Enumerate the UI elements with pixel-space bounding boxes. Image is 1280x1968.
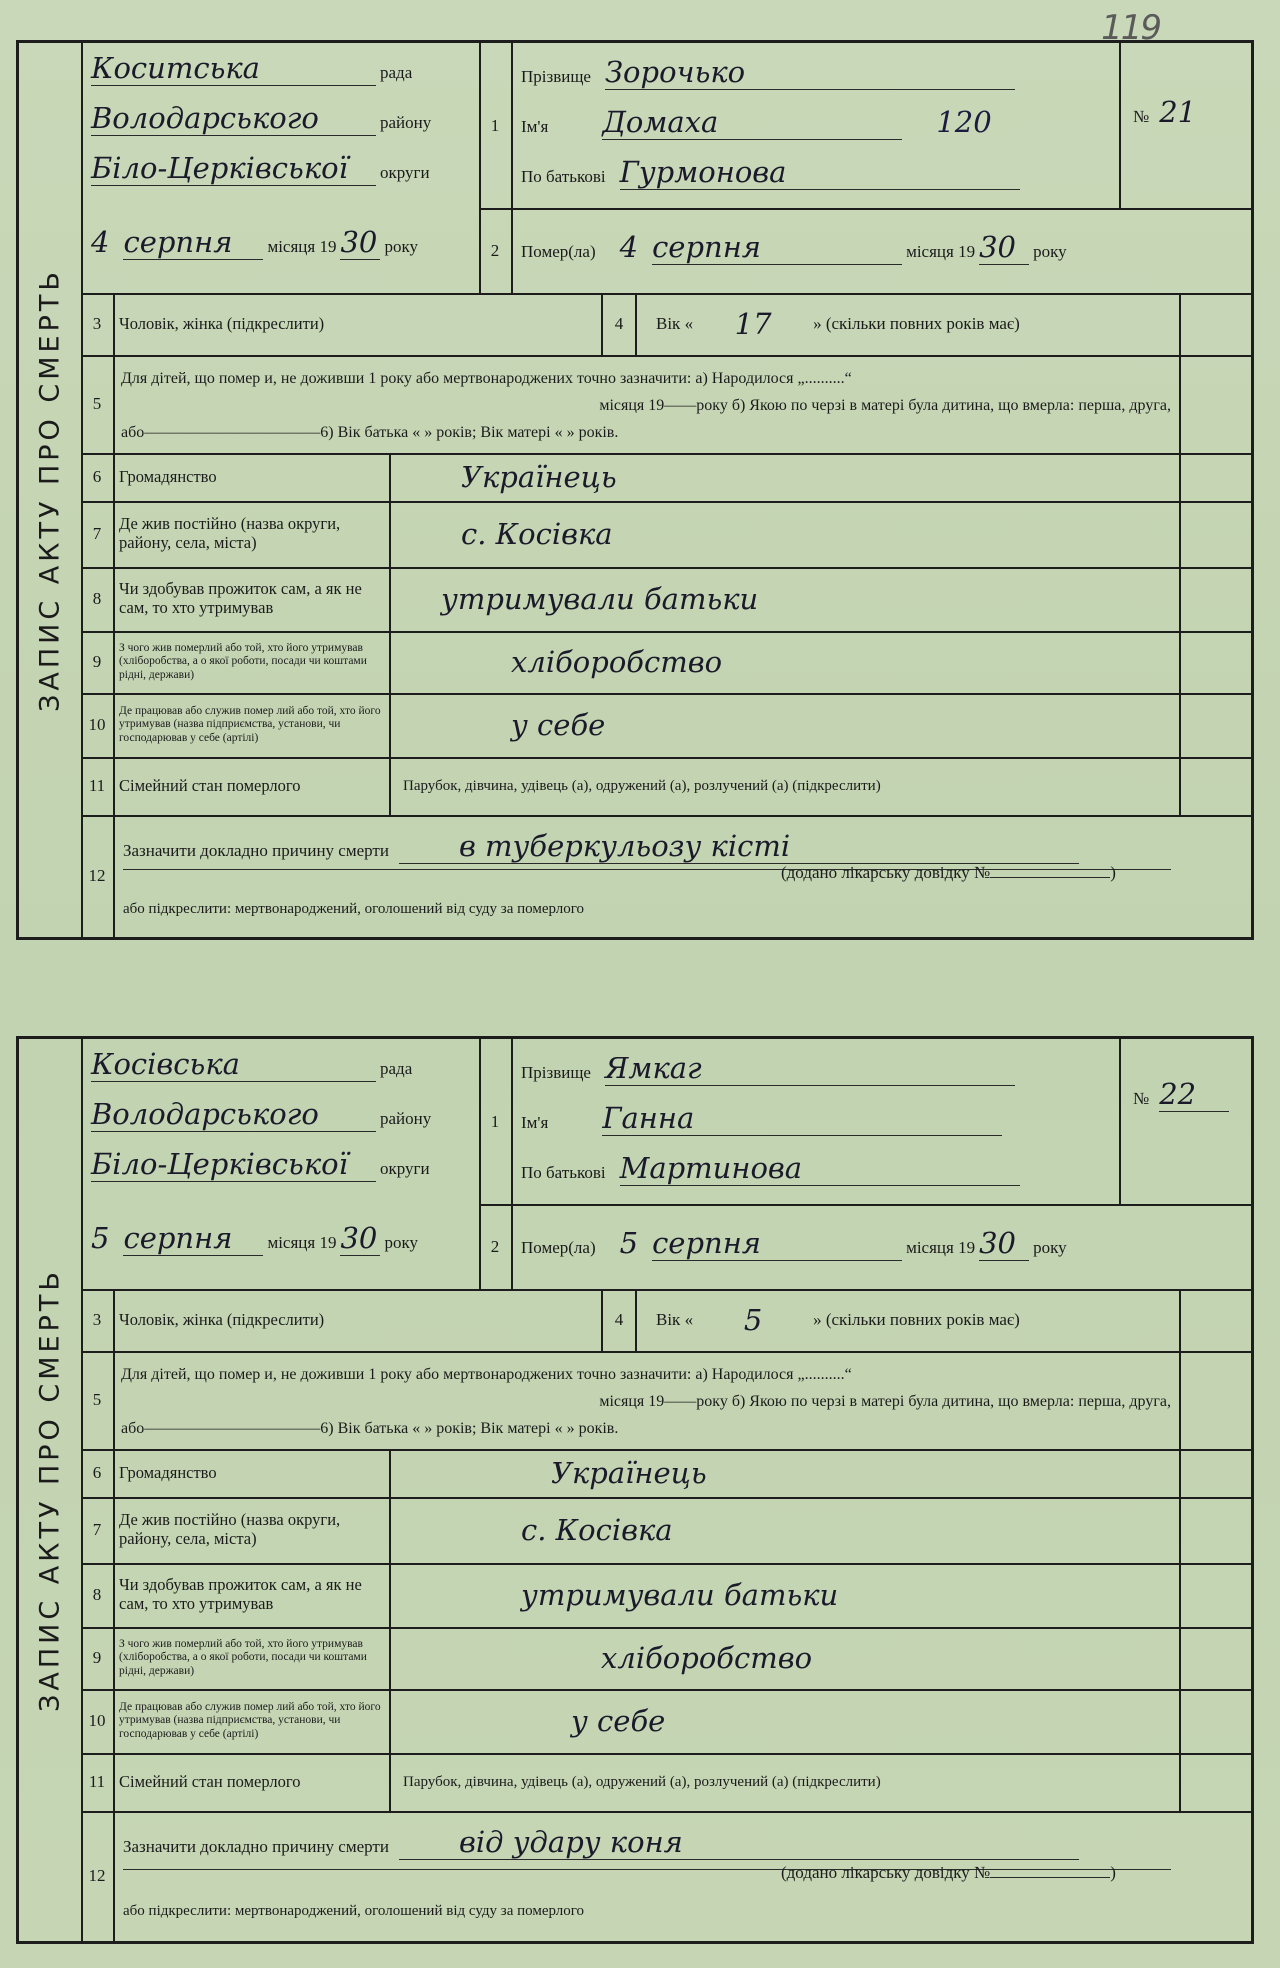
death-year-label: року bbox=[1033, 1238, 1067, 1257]
raion-value: Володарського bbox=[91, 101, 376, 136]
marital-label: Сімейний стан померлого bbox=[119, 775, 301, 795]
row-support: 8 Чи здобував прожиток сам, а як не сам, то хто утримував утримували батьки bbox=[81, 567, 1251, 633]
death-year: 30 bbox=[979, 230, 1029, 265]
death-month-label: місяця 19 bbox=[906, 242, 976, 261]
reg-month-label: місяця 19 bbox=[267, 1233, 337, 1252]
workplace-label: Де працював або служив помер лий або той, хто його утримував (назва підприємства, установи, чи господарював у себе (артілі) bbox=[119, 1701, 381, 1740]
rada-label: рада bbox=[380, 1059, 413, 1078]
surname-label: Прізвище bbox=[521, 1063, 591, 1082]
age-label: Вік « bbox=[656, 314, 694, 333]
row-occupation: 9 З чого жив померлий або той, хто його утримував (хліборобства, а о якої роботи, посади чи коштами рідні, держави) хліборобство bbox=[81, 631, 1251, 695]
children-line-2: місяця 19——року б) Якою по черзі в матері була дитина, що вмерла: перша, друга, bbox=[599, 397, 1171, 414]
nationality-value: Українець bbox=[551, 1456, 707, 1490]
row-nationality: 6 Громадянство Українець bbox=[81, 453, 1251, 503]
page-number: 119 bbox=[1101, 8, 1160, 48]
okruha-value: Біло-Церківської bbox=[91, 151, 376, 186]
death-date-block bbox=[511, 208, 1251, 293]
workplace-value: у себе bbox=[571, 1704, 666, 1738]
children-line-3: або———————————6) Вік батька « » років; Вік матері « » років. bbox=[121, 1420, 619, 1437]
patronymic-value: Гурмонова bbox=[620, 155, 1020, 190]
number-label: № bbox=[1133, 1089, 1150, 1108]
reg-month: серпня bbox=[123, 1221, 263, 1256]
patronymic-value: Мартинова bbox=[620, 1151, 1020, 1186]
residence-label: Де жив постійно (назва округи, району, села, міста) bbox=[119, 514, 341, 552]
reg-year: 30 bbox=[340, 1221, 380, 1256]
death-month-label: місяця 19 bbox=[906, 1238, 976, 1257]
death-date-block bbox=[511, 1204, 1251, 1289]
children-line-2: місяця 19——року б) Якою по черзі в матері була дитина, що вмерла: перша, друга, bbox=[599, 1393, 1171, 1410]
row-residence: 7 Де жив постійно (назва округи, району, села, міста) с. Косівка bbox=[81, 1497, 1251, 1565]
row-cause: 12 Зазначити докладно причину смерти в туберкульозу кісті (додано лікарську довідку № ) або підкреслити: мертвонароджений, оголошений від суду за померлого bbox=[81, 815, 1251, 937]
surname-value: Зорочько bbox=[605, 55, 1015, 90]
record-number: 21 bbox=[1159, 95, 1197, 129]
record-number-box bbox=[1121, 1039, 1251, 1206]
record-number-box bbox=[1121, 43, 1251, 210]
cause-label: Зазначити докладно причину смерти bbox=[123, 841, 389, 860]
age-value: 17 bbox=[734, 307, 772, 341]
row-sex-age: 3 Чоловік, жінка (підкреслити) 4 Вік « 5 » (скільки повних років має) bbox=[81, 1289, 1251, 1353]
handwritten-mark: 120 bbox=[936, 105, 992, 139]
location-block bbox=[81, 43, 481, 293]
occupation-label: З чого жив померлий або той, хто його утримував (хліборобства, а о якої роботи, посади чи коштами рідні, держави) bbox=[119, 1638, 367, 1677]
raion-label: району bbox=[380, 1109, 432, 1128]
age-tail: » (скільки повних років має) bbox=[813, 314, 1020, 333]
raion-value: Володарського bbox=[91, 1097, 376, 1132]
record-number: 22 bbox=[1159, 1077, 1229, 1112]
name-value: Ганна bbox=[602, 1101, 1002, 1136]
row-number-2: 2 bbox=[490, 1236, 500, 1256]
row-number-1: 1 bbox=[479, 1039, 511, 1206]
row-workplace: 10 Де працював або служив помер лий або той, хто його утримував (назва підприємства, установи, чи господарював у себе (артілі) у себе bbox=[81, 1689, 1251, 1755]
residence-value: с. Косівка bbox=[521, 1513, 673, 1547]
workplace-value: у себе bbox=[511, 708, 606, 742]
age-value: 5 bbox=[743, 1303, 763, 1337]
marital-options: Парубок, дівчина, удівець (а), одружений (а), розлучений (а) (підкреслити) bbox=[403, 1773, 881, 1790]
death-record-form-1 bbox=[16, 40, 1254, 940]
death-day: 5 bbox=[619, 1226, 639, 1260]
reg-day: 5 bbox=[91, 1221, 110, 1255]
record-header bbox=[81, 1039, 1251, 1291]
death-year: 30 bbox=[979, 1226, 1029, 1261]
medical-certificate-label: (додано лікарську довідку № bbox=[781, 863, 991, 882]
location-block bbox=[81, 1039, 481, 1289]
row-support: 8 Чи здобував прожиток сам, а як не сам, то хто утримував утримували батьки bbox=[81, 1563, 1251, 1629]
residence-value: с. Косівка bbox=[461, 517, 613, 551]
residence-label: Де жив постійно (назва округи, району, села, міста) bbox=[119, 1510, 341, 1548]
rada-label: рада bbox=[380, 63, 413, 82]
occupation-value: хліборобство bbox=[511, 645, 723, 679]
medical-certificate-label: (додано лікарську довідку № bbox=[781, 1863, 991, 1882]
surname-label: Прізвище bbox=[521, 67, 591, 86]
row-cause: 12 Зазначити докладно причину смерти від удару коня (додано лікарську довідку № ) або підкреслити: мертвонароджений, оголошений від суду за померлого bbox=[81, 1811, 1251, 1941]
rada-value: Косівська bbox=[91, 1047, 376, 1082]
nationality-label: Громадянство bbox=[119, 466, 217, 486]
reg-year: 30 bbox=[340, 225, 380, 260]
nationality-value: Українець bbox=[461, 460, 617, 494]
marital-label: Сімейний стан померлого bbox=[119, 1771, 301, 1791]
raion-label: району bbox=[380, 113, 432, 132]
name-label: Ім'я bbox=[521, 117, 549, 136]
nationality-label: Громадянство bbox=[119, 1462, 217, 1482]
okruha-value: Біло-Церківської bbox=[91, 1147, 376, 1182]
age-tail: » (скільки повних років має) bbox=[813, 1310, 1020, 1329]
row-residence: 7 Де жив постійно (назва округи, району, села, міста) с. Косівка bbox=[81, 501, 1251, 569]
name-label: Ім'я bbox=[521, 1113, 549, 1132]
workplace-label: Де працював або служив помер лий або той, хто його утримував (назва підприємства, установи, чи господарював у себе (артілі) bbox=[119, 705, 381, 744]
death-label: Помер(ла) bbox=[521, 1238, 596, 1257]
side-title: ЗАПИС АКТУ ПРО СМЕРТЬ bbox=[19, 1039, 83, 1941]
row-marital: 11 Сімейний стан померлого Парубок, дівчина, удівець (а), одружений (а), розлучений (а) (підкреслити) bbox=[81, 757, 1251, 817]
row-children: 5 Для дітей, що помер и, не доживши 1 року або мертвонароджених точно зазначити: а) Народилося „..........“ місяця 19——року б) Якою по черзі в матері була дитина, що вмерла: перша, друга, або———————————6) Вік батька « » років; Вік матері « » років. bbox=[81, 355, 1251, 455]
row-workplace: 10 Де працював або служив помер лий або той, хто його утримував (назва підприємства, установи, чи господарював у себе (артілі) у себе bbox=[81, 693, 1251, 759]
reg-year-label: року bbox=[384, 1233, 418, 1252]
reg-month: серпня bbox=[123, 225, 263, 260]
patronymic-label: По батькові bbox=[521, 167, 606, 186]
support-label: Чи здобував прожиток сам, а як не сам, то хто утримував bbox=[119, 579, 362, 617]
cause-value: від удару коня bbox=[399, 1825, 1079, 1860]
okruha-label: округи bbox=[380, 1159, 430, 1178]
row-nationality: 6 Громадянство Українець bbox=[81, 1449, 1251, 1499]
occupation-value: хліборобство bbox=[601, 1641, 813, 1675]
names-block bbox=[511, 1039, 1121, 1206]
row-sex-age: 3 Чоловік, жінка (підкреслити) 4 Вік « 17 » (скільки повних років має) bbox=[81, 293, 1251, 357]
reg-day: 4 bbox=[91, 225, 110, 259]
row-children: 5 Для дітей, що помер и, не доживши 1 року або мертвонароджених точно зазначити: а) Народилося „..........“ місяця 19——року б) Якою по черзі в матері була дитина, що вмерла: перша, друга, або———————————6) Вік батька « » років; Вік матері « » років. bbox=[81, 1351, 1251, 1451]
age-label: Вік « bbox=[656, 1310, 694, 1329]
stillborn-label: або підкреслити: мертвонароджений, оголошений від суду за померлого bbox=[123, 1903, 585, 1919]
okruha-label: округи bbox=[380, 163, 430, 182]
support-value: утримували батьки bbox=[441, 582, 759, 616]
children-line-3: або———————————6) Вік батька « » років; Вік матері « » років. bbox=[121, 424, 619, 441]
name-value: Домаха bbox=[602, 105, 902, 140]
side-title: ЗАПИС АКТУ ПРО СМЕРТЬ bbox=[19, 43, 83, 937]
number-label: № bbox=[1133, 107, 1150, 126]
children-line-1: Для дітей, що помер и, не доживши 1 року або мертвонароджених точно зазначити: а) Народилося „..........“ bbox=[121, 1366, 852, 1383]
support-label: Чи здобував прожиток сам, а як не сам, то хто утримував bbox=[119, 1575, 362, 1613]
children-line-1: Для дітей, що помер и, не доживши 1 року або мертвонароджених точно зазначити: а) Народилося „..........“ bbox=[121, 370, 852, 387]
names-block bbox=[511, 43, 1121, 210]
death-record-form-2 bbox=[16, 1036, 1254, 1944]
death-month: серпня bbox=[652, 230, 902, 265]
death-year-label: року bbox=[1033, 242, 1067, 261]
stillborn-label: або підкреслити: мертвонароджений, оголошений від суду за померлого bbox=[123, 901, 585, 917]
row-marital: 11 Сімейний стан померлого Парубок, дівчина, удівець (а), одружений (а), розлучений (а) (підкреслити) bbox=[81, 1753, 1251, 1813]
reg-year-label: року bbox=[384, 237, 418, 256]
patronymic-label: По батькові bbox=[521, 1163, 606, 1182]
sex-label: Чоловік, жінка (підкреслити) bbox=[119, 1309, 325, 1329]
marital-options: Парубок, дівчина, удівець (а), одружений (а), розлучений (а) (підкреслити) bbox=[403, 777, 881, 794]
rada-value: Коситська bbox=[91, 51, 376, 86]
row-number-1: 1 bbox=[479, 43, 511, 210]
surname-value: Ямкаг bbox=[605, 1051, 1015, 1086]
record-header bbox=[81, 43, 1251, 295]
death-month: серпня bbox=[652, 1226, 902, 1261]
cause-value: в туберкульозу кісті bbox=[399, 829, 1079, 864]
reg-month-label: місяця 19 bbox=[267, 237, 337, 256]
row-number-2: 2 bbox=[490, 240, 500, 260]
cause-label: Зазначити докладно причину смерти bbox=[123, 1837, 389, 1856]
death-day: 4 bbox=[619, 230, 639, 264]
row-occupation: 9 З чого жив померлий або той, хто його утримував (хліборобства, а о якої роботи, посади чи коштами рідні, держави) хліборобство bbox=[81, 1627, 1251, 1691]
support-value: утримували батьки bbox=[521, 1578, 839, 1612]
death-label: Помер(ла) bbox=[521, 242, 596, 261]
occupation-label: З чого жив померлий або той, хто його утримував (хліборобства, а о якої роботи, посади чи коштами рідні, держави) bbox=[119, 642, 367, 681]
sex-label: Чоловік, жінка (підкреслити) bbox=[119, 313, 325, 333]
